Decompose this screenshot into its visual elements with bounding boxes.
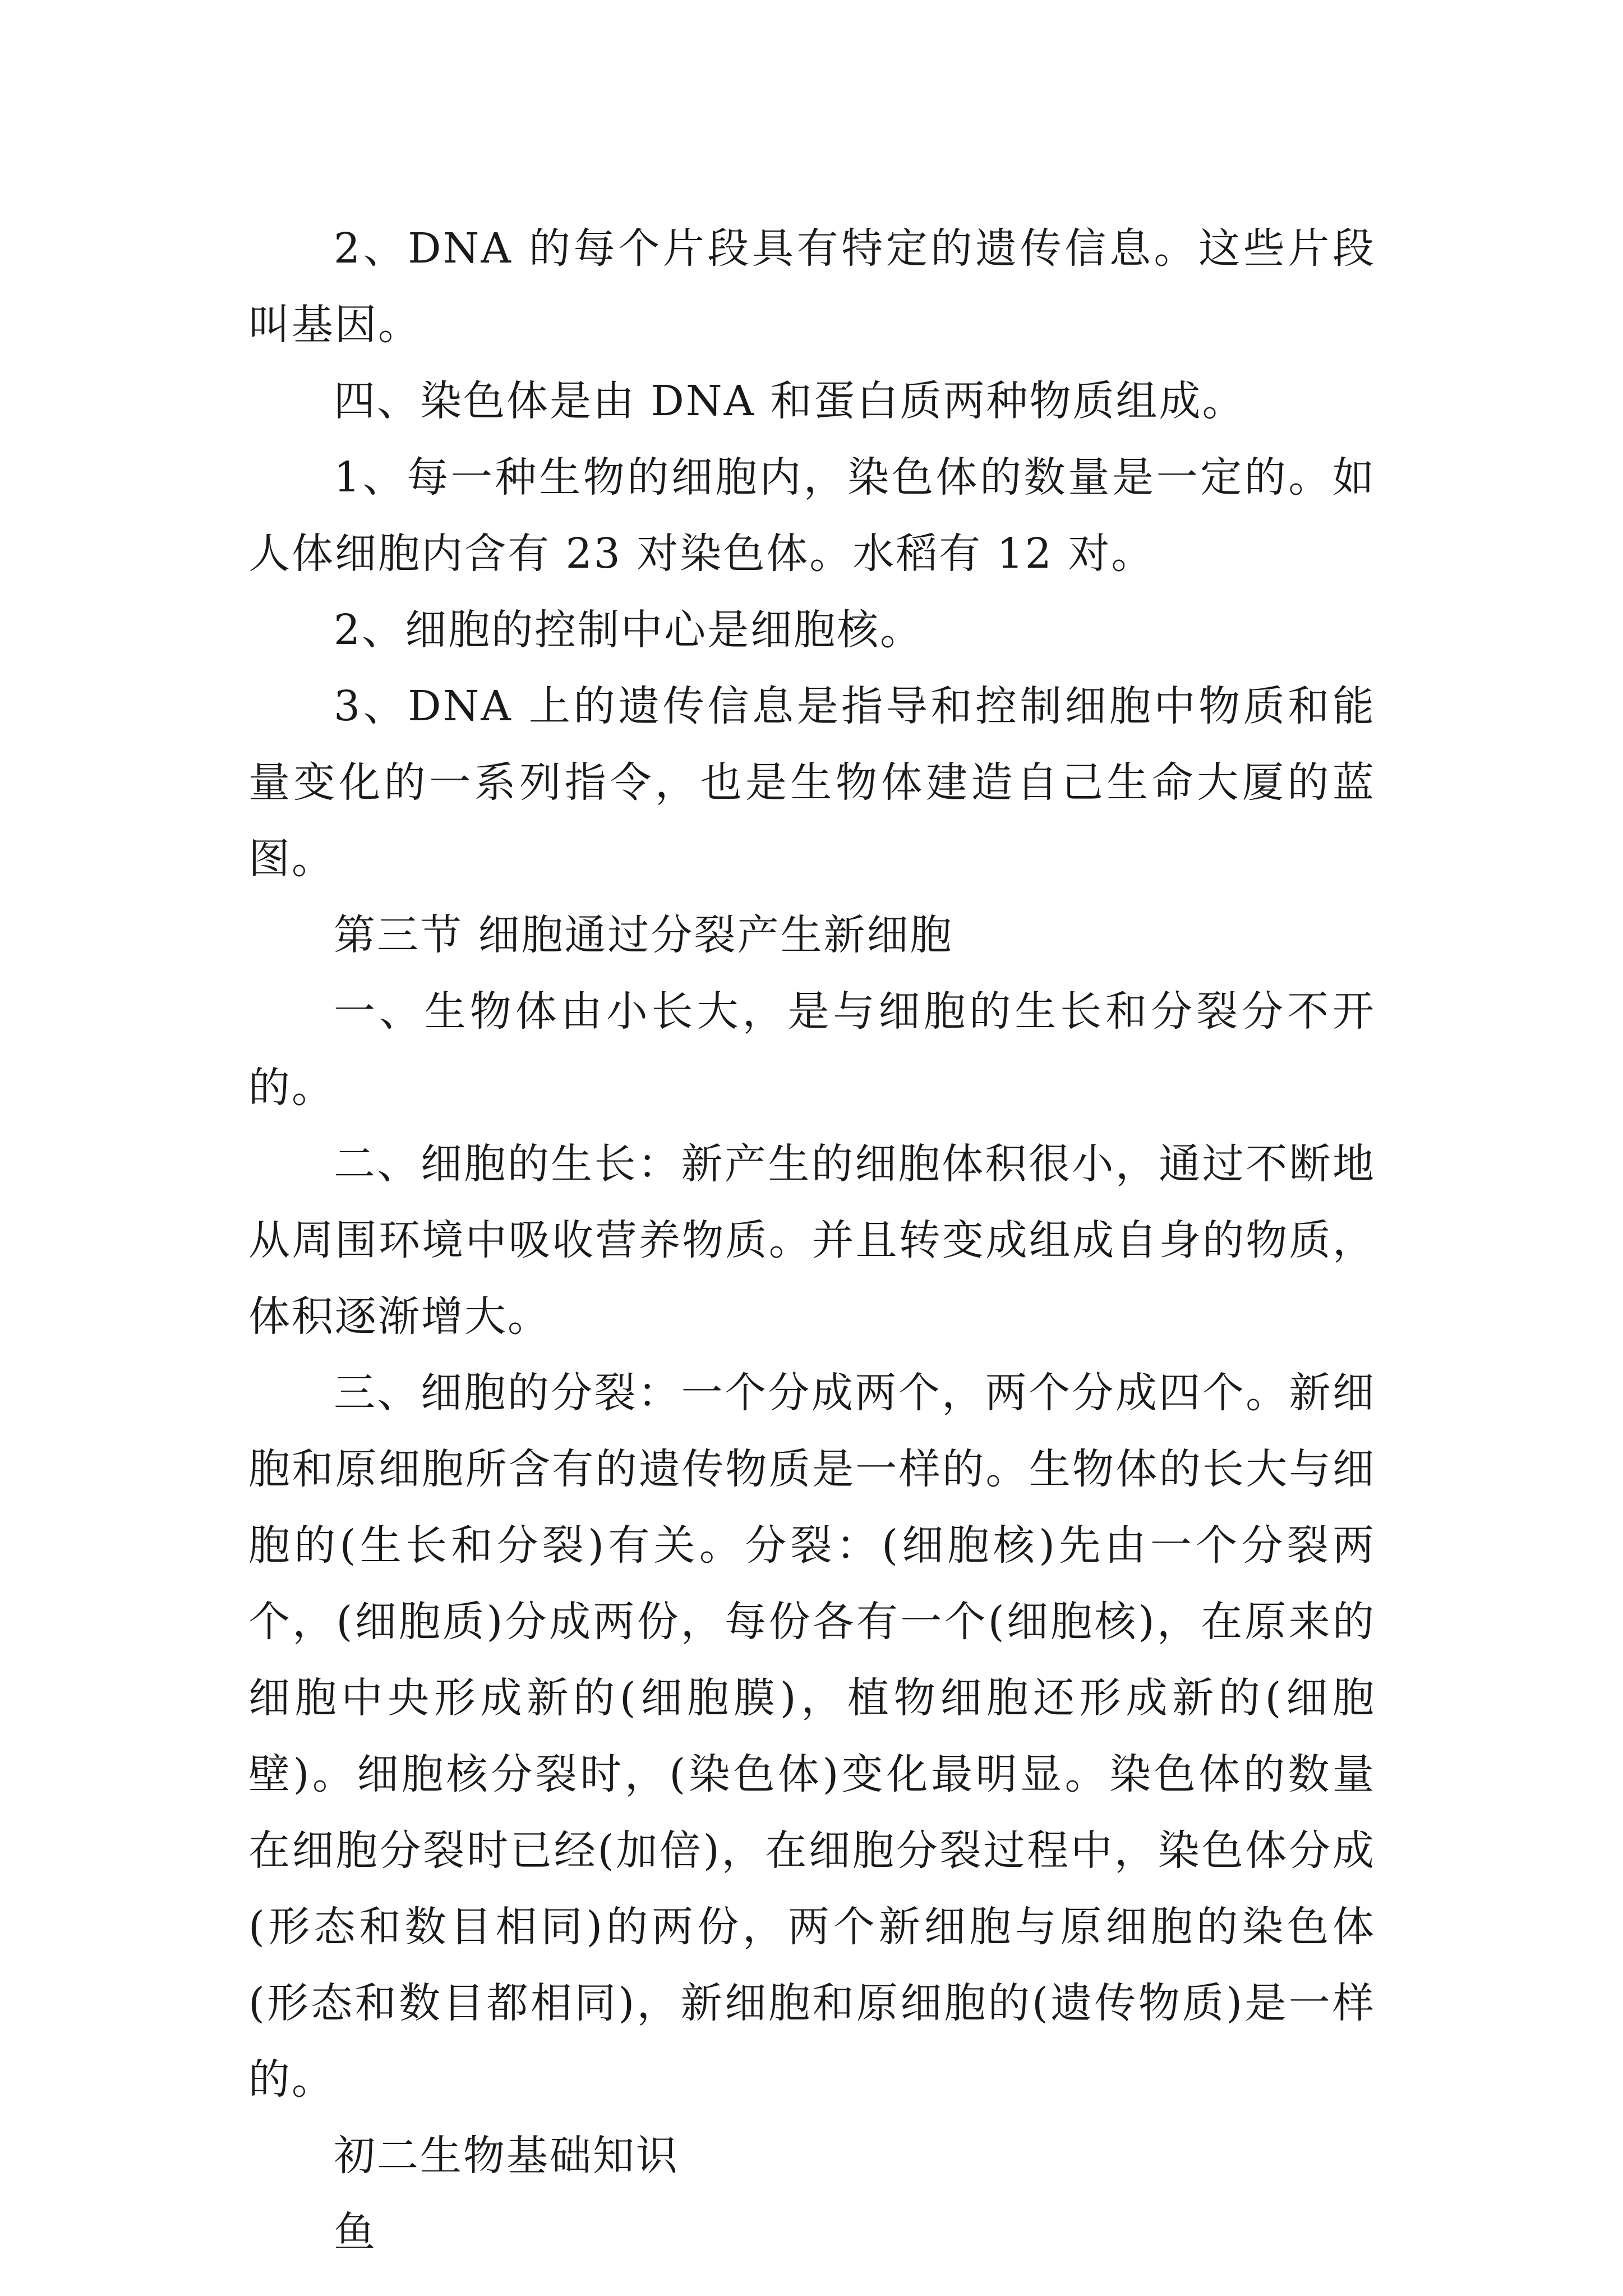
subheading-fish: 鱼	[334, 2208, 377, 2256]
paragraph-dna-gene: 2、DNA 的每个片段具有特定的遗传信息。这些片段叫基因。	[248, 224, 1376, 349]
section-heading: 第三节 细胞通过分裂产生新细胞	[334, 911, 953, 959]
paragraph-growth-division: 一、生物体由小长大，是与细胞的生长和分裂分不开的。	[248, 987, 1376, 1112]
subheading-basics: 初二生物基础知识	[334, 2132, 679, 2180]
paragraph-cell-growth: 二、细胞的生长：新产生的细胞体积很小，通过不断地从周围环境中吸收营养物质。并且转变成组成自身的物质，体积逐渐增大。	[248, 1140, 1376, 1341]
paragraph-chromosome-composition: 四、染色体是由 DNA 和蛋白质两种物质组成。	[334, 377, 1246, 425]
paragraph-cell-division: 三、细胞的分裂：一个分成两个，两个分成四个。新细胞和原细胞所含有的遗传物质是一样的。生物体的长大与细胞的(生长和分裂)有关。分裂：(细胞核)先由一个分裂两个，(细胞质)分成两份，每份各有一个(细胞核)，在原来的细胞中央形成新的(细胞膜)，植物细胞还形成新的(细胞壁)。细胞核分裂时，(染色体)变化最明显。染色体的数量在细胞分裂时已经(加倍)，在细胞分裂过程中，染色体分成(形态和数目相同)的两份，两个新细胞与原细胞的染色体(形态和数目都相同)，新细胞和原细胞的(遗传物质)是一样的。	[248, 1369, 1376, 2104]
paragraph-dna-instructions: 3、DNA 上的遗传信息是指导和控制细胞中物质和能量变化的一系列指令，也是生物体建造自己生命大厦的蓝图。	[248, 682, 1376, 883]
document-body	[248, 210, 1376, 2270]
paragraph-control-center: 2、细胞的控制中心是细胞核。	[334, 606, 924, 654]
paragraph-chromosome-number: 1、每一种生物的细胞内，染色体的数量是一定的。如人体细胞内含有 23 对染色体。水稻有 12 对。	[248, 453, 1376, 578]
